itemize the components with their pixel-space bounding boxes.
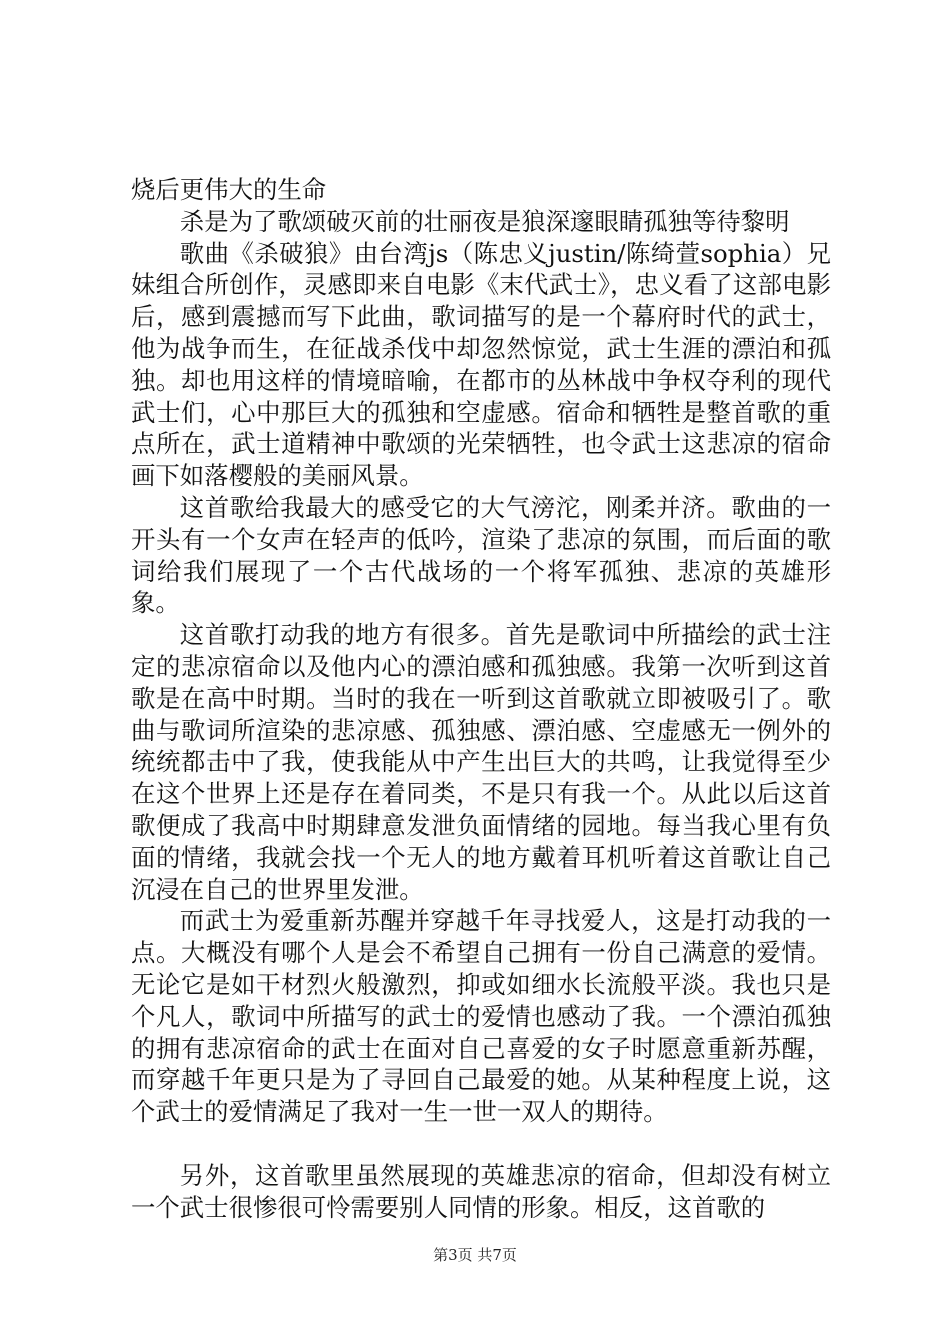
paragraph-gap — [131, 1128, 831, 1160]
paragraph-3: 歌曲《杀破狼》由台湾js（陈忠义justin/陈绮萱sophia）兄妹组合所创作，灵感即来自电影《末代武士》，忠义看了这部电影后，感到震撼而写下此曲，歌词描写的是一个幕府时代的武士，他为战争而生，在征战杀伐中却忽然惊觉，武士生涯的漂泊和孤独。却也用这样的情境暗喻，在都市的丛林战中争权夺利的现代武士们，心中那巨大的孤独和空虚感。宿命和牺牲是整首歌的重点所在，武士道精神中歌颂的光荣牺牲，也令武士这悲凉的宿命画下如落樱般的美丽风景。 — [131, 238, 831, 491]
paragraph-4: 这首歌给我最大的感受它的大气滂沱，刚柔并济。歌曲的一开头有一个女声在轻声的低吟，渲染了悲凉的氛围，而后面的歌词给我们展现了一个古代战场的一个将军孤独、悲凉的英雄形象。 — [131, 492, 831, 618]
paragraph-6: 而武士为爱重新苏醒并穿越千年寻找爱人，这是打动我的一点。大概没有哪个人是会不希望自己拥有一份自己满意的爱情。无论它是如干材烈火般激烈，抑或如细水长流般平淡。我也只是个凡人，歌词中所描写的武士的爱情也感动了我。一个漂泊孤独的拥有悲凉宿命的武士在面对自己喜爱的女子时愿意重新苏醒，而穿越千年更只是为了寻回自己最爱的她。从某种程度上说，这个武士的爱情满足了我对一生一世一双人的期待。 — [131, 906, 831, 1127]
paragraph-1: 烧后更伟大的生命 — [131, 175, 327, 204]
paragraph-5: 这首歌打动我的地方有很多。首先是歌词中所描绘的武士注定的悲凉宿命以及他内心的漂泊感和孤独感。我第一次听到这首歌是在高中时期。当时的我在一听到这首歌就立即被吸引了。歌曲与歌词所渲染的悲凉感、孤独感、漂泊感、空虚感无一例外的统统都击中了我，使我能从中产生出巨大的共鸣，让我觉得至少在这个世界上还是存在着同类，不是只有我一个。从此以后这首歌便成了我高中时期肆意发泄负面情绪的园地。每当我心里有负面的情绪，我就会找一个无人的地方戴着耳机听着这首歌让自己沉浸在自己的世界里发泄。 — [131, 620, 831, 904]
document-body — [131, 174, 831, 1223]
page-footer: 第3页 共7页 — [433, 1246, 517, 1264]
paragraph-7: 另外，这首歌里虽然展现的英雄悲凉的宿命，但却没有树立一个武士很惨很可怜需要别人同情的形象。相反，这首歌的 — [131, 1160, 831, 1222]
paragraph-2: 杀是为了歌颂破灭前的壮丽夜是狼深邃眼睛孤独等待黎明 — [179, 206, 790, 236]
